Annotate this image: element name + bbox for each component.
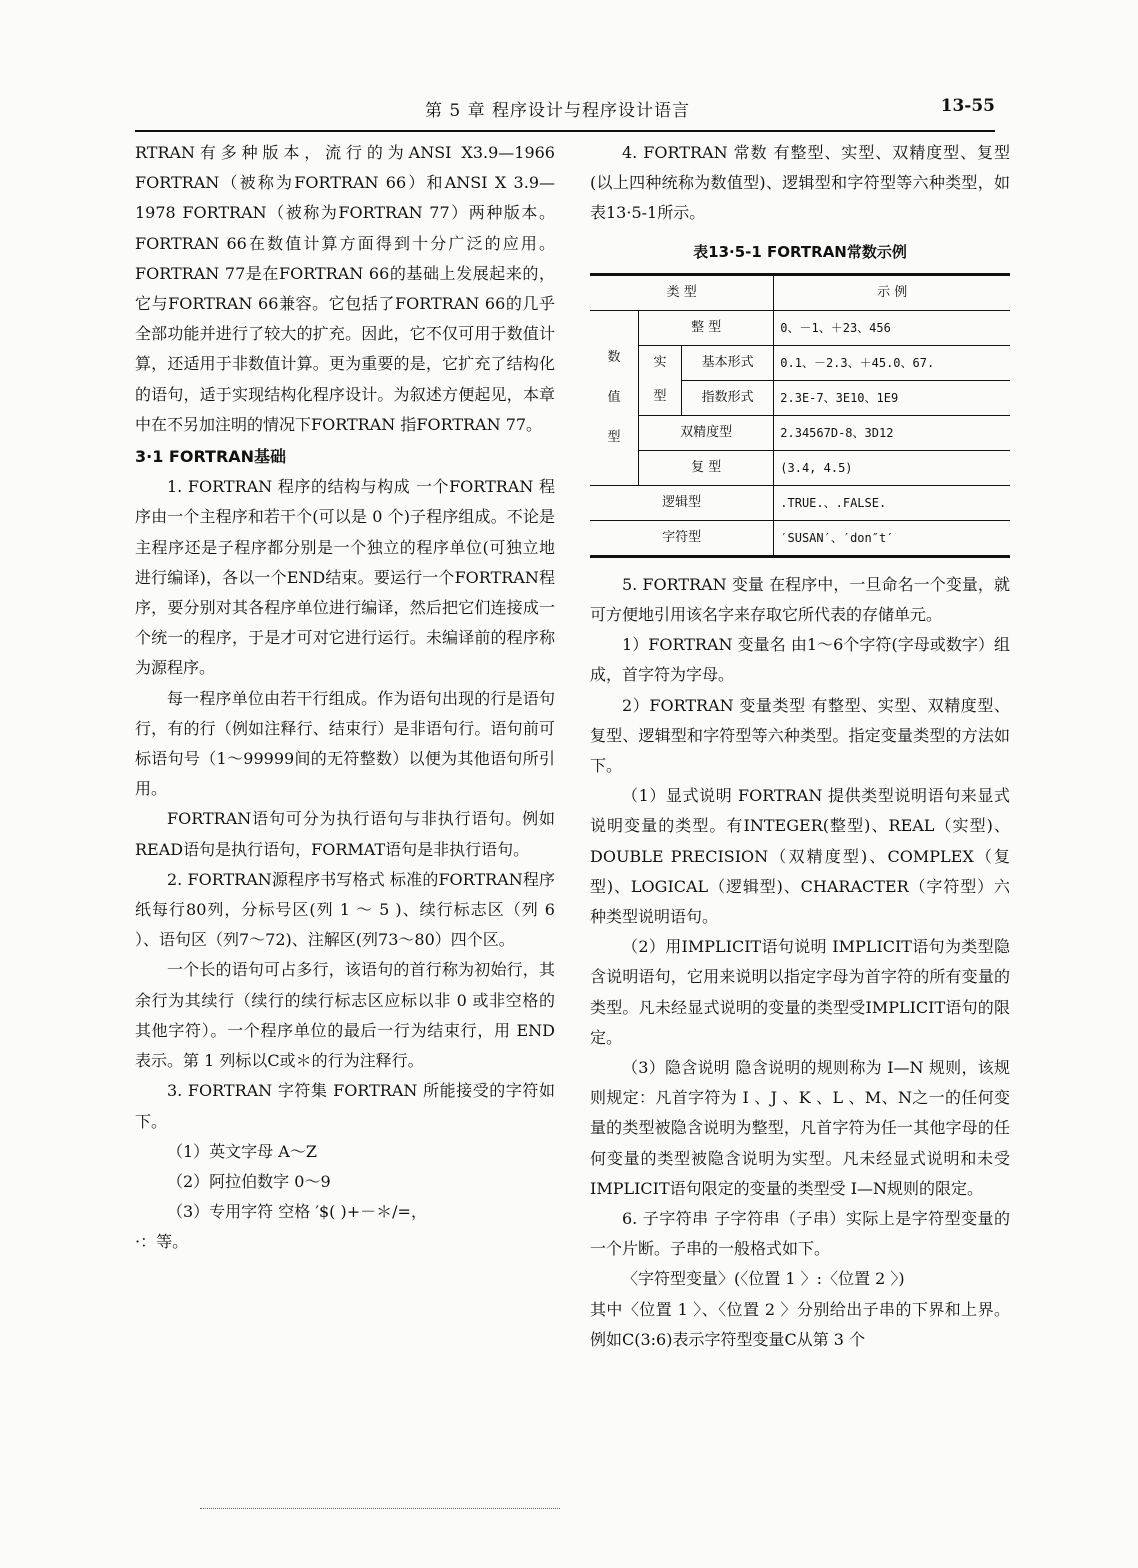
list-item: （1）英文字母 A～Z <box>167 1141 317 1161</box>
paragraph: 4. FORTRAN 常数 有整型、实型、双精度型、复型(以上四种统称为数值型)、逻辑型和字符型等六种类型，如表13·5-1所示。 <box>590 143 1010 223</box>
real-type-label <box>639 345 682 415</box>
table-row <box>590 485 1010 520</box>
table-cell: (3.4, 4.5) <box>774 450 1010 485</box>
paragraph: （1）显式说明 FORTRAN 提供类型说明语句来显式说明变量的类型。有INTEGER(整型)、REAL（实型)、DOUBLE PRECISION（双精度型)、COMPLEX（复型)、LOGICAL（逻辑型)、CHARACTER（字符型）六种类型说明语句。 <box>590 786 1010 927</box>
substring-format: 〈字符型变量〉(〈位置 1 〉:〈位置 2 〉) <box>622 1269 905 1289</box>
label-char: 数 <box>607 349 621 365</box>
paragraph: 一个长的语句可占多行，该语句的首行称为初始行，其余行为其续行（续行的续行标志区应标以非 0 或非空格的其他字符）。一个程序单位的最后一行为结束行，用 END 表示。第 1 列标以C或＊的行为注释行。 <box>135 960 555 1071</box>
table-row <box>590 520 1010 556</box>
page-number: 13-55 <box>940 96 995 116</box>
charset-list <box>135 1137 555 1228</box>
section-heading: 3·1 FORTRAN基础 <box>135 447 287 467</box>
list-tail: ·：等。 <box>135 1232 189 1252</box>
right-column <box>590 138 1010 1355</box>
table-header-cell: 示 例 <box>774 274 1010 310</box>
list-item: （2）阿拉伯数字 0～9 <box>167 1171 331 1191</box>
table-cell: 复 型 <box>639 450 774 485</box>
table-cell: 字符型 <box>590 520 774 556</box>
table-cell: 指数形式 <box>682 380 774 415</box>
paragraph: 5. FORTRAN 变量 在程序中，一旦命名一个变量，就可方便地引用该名字来存取它所代表的存储单元。 <box>590 574 1010 625</box>
table-row <box>590 450 1010 485</box>
chapter-title: 第 5 章 程序设计与程序设计语言 <box>425 101 691 121</box>
paragraph: 1）FORTRAN 变量名 由1～6个字符(字母或数字）组成，首字符为字母。 <box>590 635 1010 685</box>
scan-artifact-line <box>200 1508 560 1511</box>
table-row <box>590 415 1010 450</box>
paragraph: 2. FORTRAN源程序书写格式 标准的FORTRAN程序纸每行80列，分标号区(列 1 ～ 5 )、续行标志区（列 6 ）、语句区（列7～72)、注解区(列73～80）四个区。 <box>135 869 555 950</box>
table-cell: 双精度型 <box>639 415 774 450</box>
table-cell: 基本形式 <box>682 345 774 380</box>
label-char: 型 <box>653 389 667 405</box>
paragraph: 2）FORTRAN 变量类型 有整型、实型、双精度型、复型、逻辑型和字符型等六种类型。指定变量类型的方法如下。 <box>590 695 1010 776</box>
table-row <box>590 310 1010 345</box>
table-cell: 0、－1、＋23、456 <box>774 310 1010 345</box>
paragraph: （2）用IMPLICIT语句说明 IMPLICIT语句为类型隐含说明语句，它用来说明以指定字母为首字符的所有变量的类型。凡未经显式说明的变量的类型受IMPLICIT语句的限定。 <box>590 937 1010 1047</box>
table-header-cell: 类 型 <box>590 274 774 310</box>
table-row <box>590 345 1010 380</box>
paragraph: 1. FORTRAN 程序的结构与构成 一个FORTRAN 程序由一个主程序和若干个(可以是 0 个)子程序组成。不论是主程序还是子程序都分别是一个独立的程序单位(可独立地进行编译)，各以一个END结束。要运行一个FORTRAN程序，要分别对其各程序单位进行编译，然后把它们连接成一个统一的程序，于是才可对它进行运行。未编译前的程序称为源程序。 <box>135 477 555 678</box>
table-cell: 逻辑型 <box>590 485 774 520</box>
left-column <box>135 138 555 1258</box>
list-item: （3）专用字符 空格 ′$( )+－＊/=， <box>167 1202 427 1222</box>
paragraph: （3）隐含说明 隐含说明的规则称为 I—N 规则，该规则规定：凡首字符为 I 、J 、K 、L 、M、N之一的任何变量的类型被隐含说明为整型，凡首字符为任一其他字母的任何变量的类型被隐含说明为实型。凡未经显式说明和未受IMPLICIT语句限定的变量的类型受 I—N规则的限定。 <box>590 1058 1010 1198</box>
constants-table <box>590 273 1010 558</box>
table-cell: ′SUSAN′、′don″t′ <box>774 520 1010 556</box>
table-cell: .TRUE.、.FALSE. <box>774 485 1010 520</box>
label-char: 值 <box>607 389 621 405</box>
table-cell: 整 型 <box>639 310 774 345</box>
table-row <box>590 274 1010 310</box>
label-char: 实 <box>653 355 667 371</box>
paragraph: 每一程序单位由若干行组成。作为语句出现的行是语句行，有的行（例如注释行、结束行）是非语句行。语句前可标语句号（1～99999间的无符整数）以便为其他语句所引用。 <box>135 688 555 799</box>
table-caption: 表13·5-1 FORTRAN常数示例 <box>693 242 907 261</box>
paragraph: FORTRAN语句可分为执行语句与非执行语句。例如READ语句是执行语句，FORMAT语句是非执行语句。 <box>135 809 555 859</box>
table-cell: 0.1、－2.3、＋45.0、67. <box>774 345 1010 380</box>
paragraph: 3. FORTRAN 字符集 FORTRAN 所能接受的字符如下。 <box>135 1081 555 1131</box>
table-cell: 2.34567D-8、3D12 <box>774 415 1010 450</box>
label-char: 型 <box>607 429 621 445</box>
page-header <box>135 96 995 132</box>
numeric-type-label <box>590 310 639 485</box>
table-cell: 2.3E-7、3E10、1E9 <box>774 380 1010 415</box>
paragraph: 其中〈位置 1 〉、〈位置 2 〉分别给出子串的下界和上界。例如C(3:6)表示字符型变量C从第 3 个 <box>590 1299 1010 1349</box>
paragraph: RTRAN有多种版本，流行的为ANSI X3.9—1966 FORTRAN（被称为FORTRAN 66）和ANSI X 3.9—1978 FORTRAN（被称为FORTRAN 77）两种版本。FORTRAN 66在数值计算方面得到十分广泛的应用。FORTRAN 77是在FORTRAN 66的基础上发展起来的，它与FORTRAN 66兼容。它包括了FORTRAN 66的几乎全部功能并进行了较大的扩充。因此，它不仅可用于数值计算，还适用于非数值计算。更为重要的是，它扩充了结构化的语句，适于实现结构化程序设计。为叙述方便起见，本章中在不另加注明的情况下FORTRAN 指FORTRAN 77。 <box>135 143 555 434</box>
paragraph: 6. 子字符串 子字符串（子串）实际上是字符型变量的一个片断。子串的一般格式如下。 <box>590 1209 1010 1259</box>
